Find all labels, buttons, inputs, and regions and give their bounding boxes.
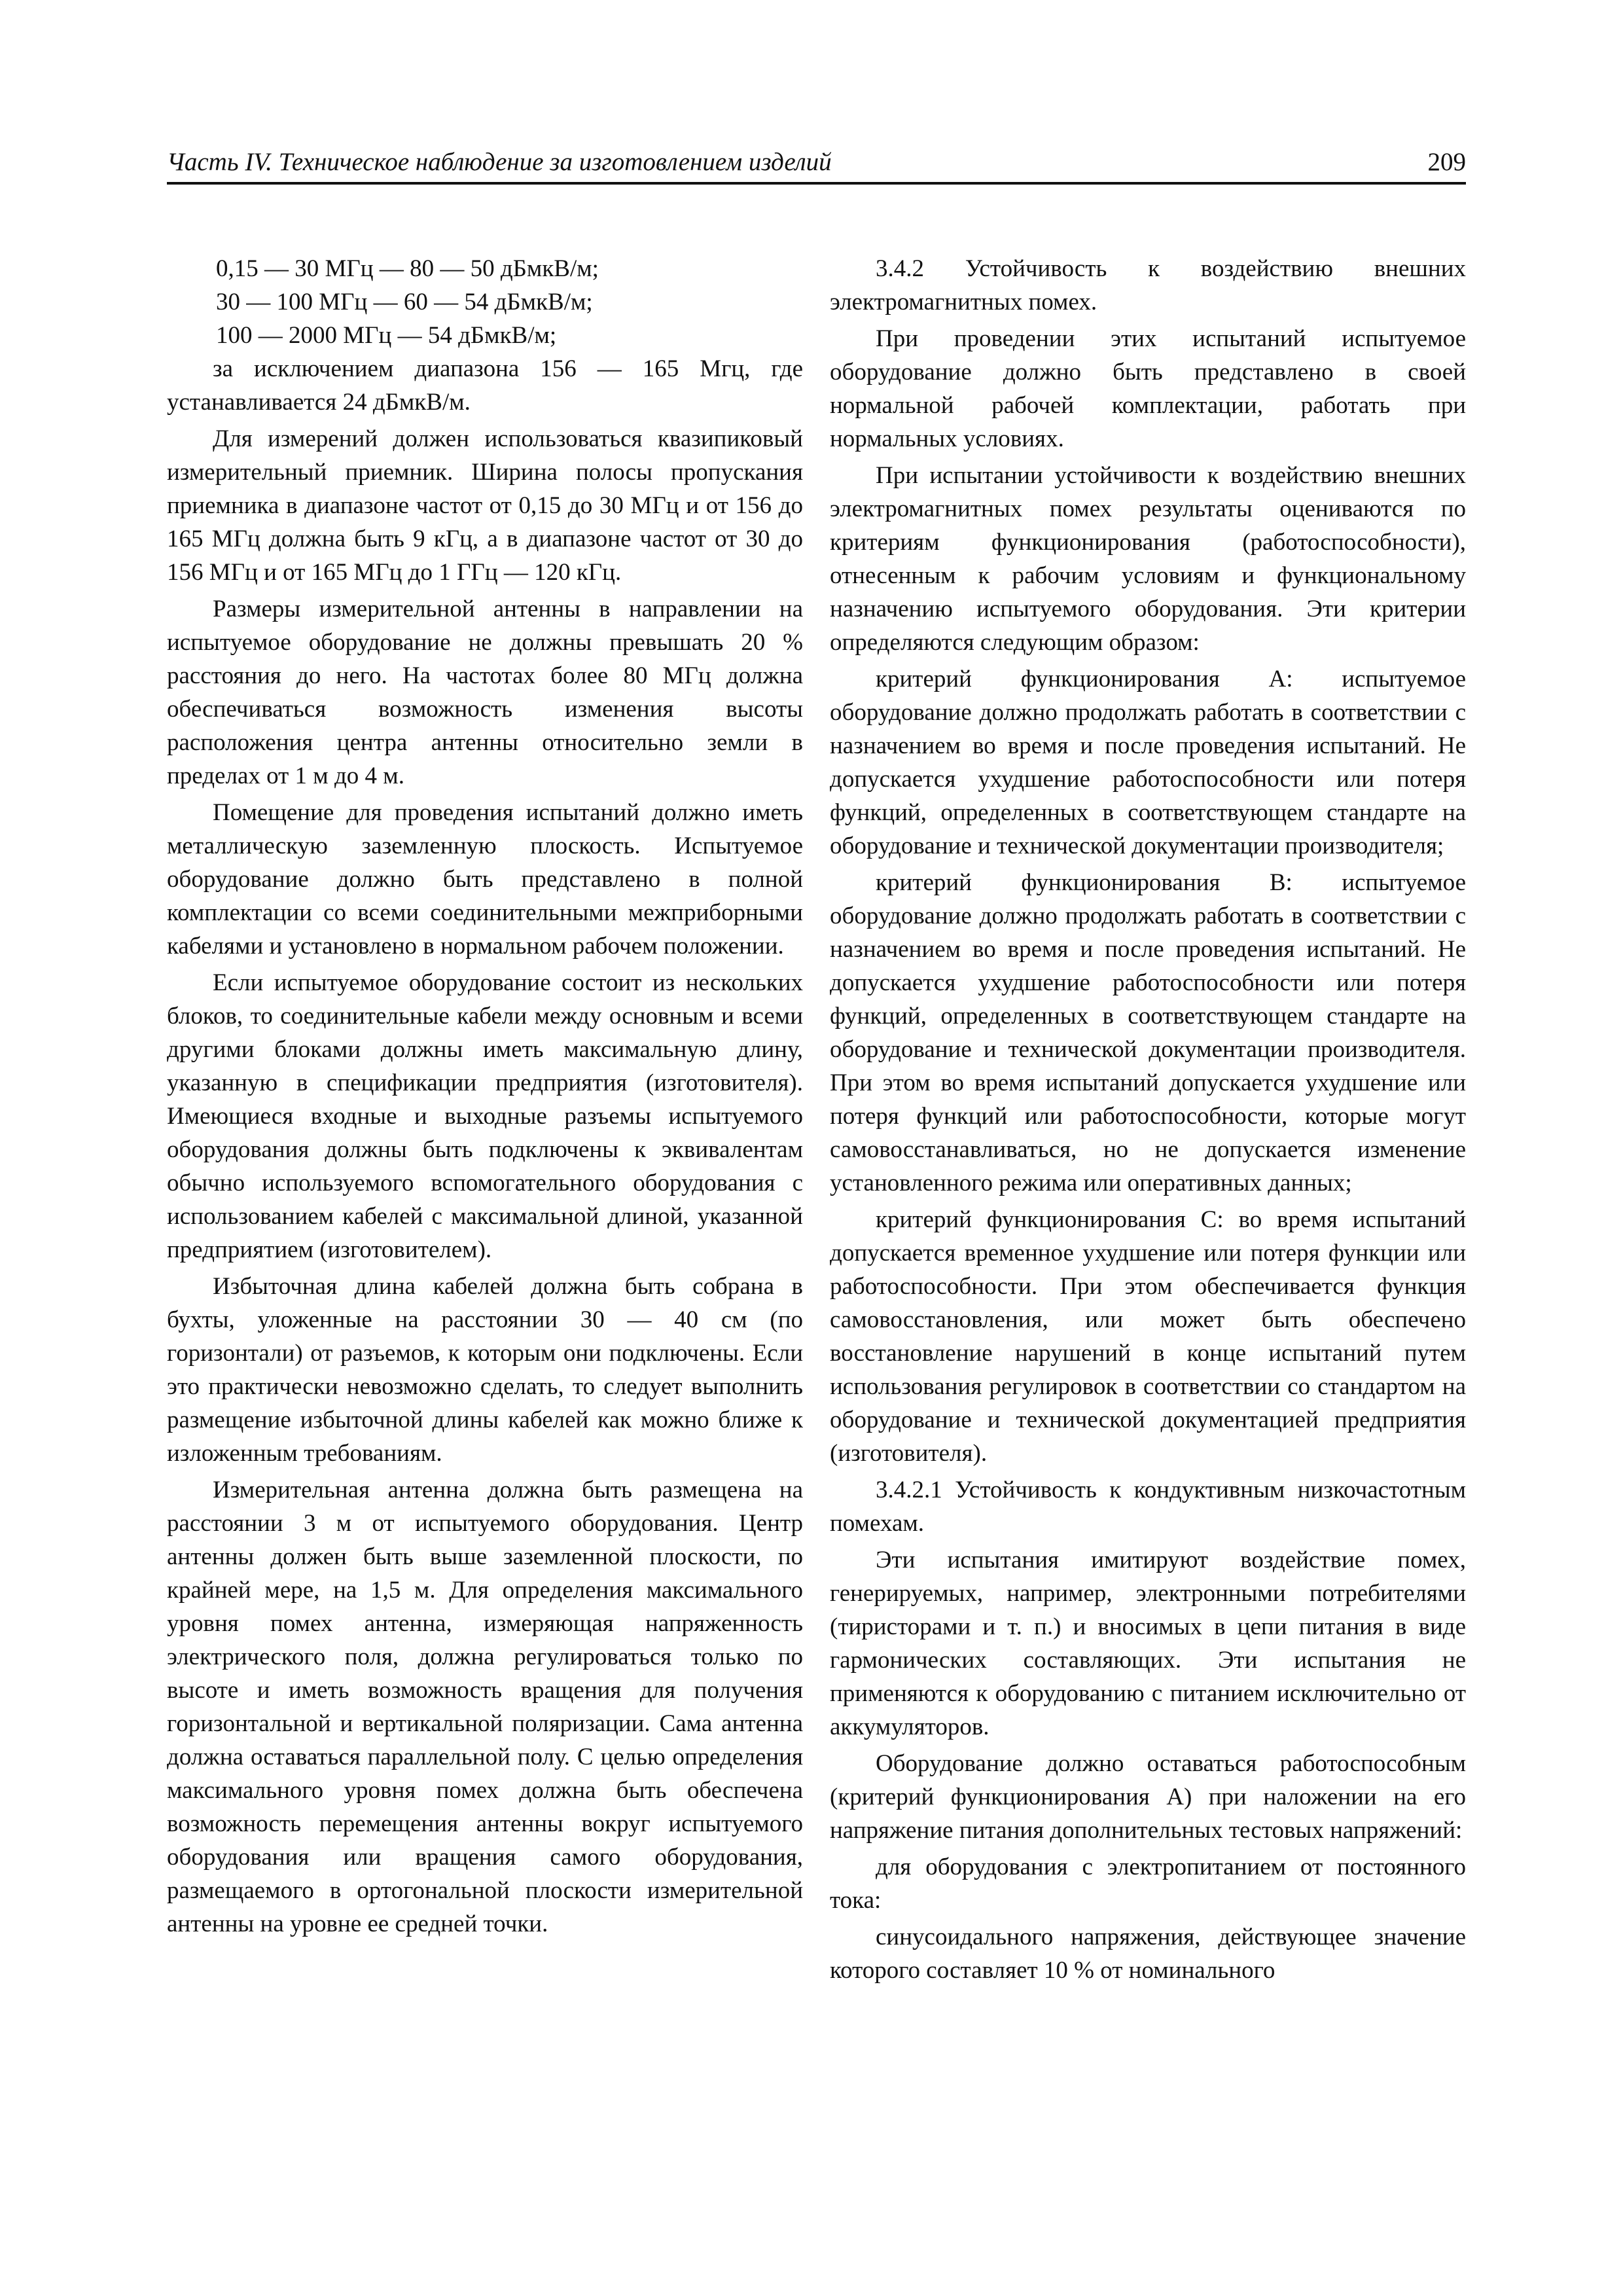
right-column — [830, 252, 1466, 1990]
left-column — [167, 252, 803, 1944]
paragraph: Эти испытания имитируют воздействие помех, генерируемых, например, электронными потребителями (тиристорами и т. п.) и вносимых в цепи питания в виде гармонических составляющих. Эти испытания не применяются к оборудованию с питанием исключительно от аккумуляторов. — [830, 1547, 1466, 1740]
emission-limit-line: 100 — 2000 МГц — 54 дБмкВ/м; — [216, 322, 557, 349]
paragraph: Если испытуемое оборудование состоит из нескольких блоков, то соединительные кабели между основным и всеми другими блоками должны иметь максимальную длину, указанную в спецификации предприятия (изготовителя). Имеющиеся входные и выходные разъемы испытуемого оборудования должны быть подключены к эквивалентам обычно используемого вспомогательного оборудования с использованием кабелей с максимальной длиной, указанной предприятием (изготовителем). — [167, 969, 803, 1263]
paragraph: При проведении этих испытаний испытуемое оборудование должно быть представлено в своей нормальной рабочей комплектации, работать при нормальных условиях. — [830, 325, 1466, 452]
emission-limit-line: 30 — 100 МГц — 60 — 54 дБмкВ/м; — [216, 289, 593, 315]
section-heading: 3.4.2 Устойчивость к воздействию внешних электромагнитных помех. — [830, 255, 1466, 315]
criterion-c: критерий функционирования С: во время испытаний допускается временное ухудшение или потеря функции или работоспособности. При этом обеспечивается функция самовосстановления, или может быть обеспечено восстановление нарушений в конце испытаний путем использования регулировок в соответствии со стандартом на оборудование и технической документацией предприятия (изготовителя). — [830, 1206, 1466, 1467]
page-number: 209 — [1427, 148, 1466, 176]
criterion-b: критерий функционирования В: испытуемое оборудование должно продолжать работать в соответствии с назначением во время и после проведения испытаний. Не допускается ухудшение работоспособности или потеря функций, определенных в соответствующем стандарте на оборудование и технической документации производителя. При этом во время испытаний допускается ухудшение или потеря функций или работоспособности, которые могут самовосстанавливаться, но не допускается изменение установленного режима или оперативных данных; — [830, 869, 1466, 1196]
paragraph: Оборудование должно оставаться работоспособным (критерий функционирования А) при наложении на его напряжение питания дополнительных тестовых напряжений: — [830, 1750, 1466, 1844]
paragraph: Размеры измерительной антенны в направлении на испытуемое оборудование не должны превышать 20 % расстояния до него. На частотах более 80 МГц должна обеспечиваться возможность изменения высоты расположения центра антенны относительно земли в пределах от 1 м до 4 м. — [167, 596, 803, 789]
emission-limit-line: 0,15 — 30 МГц — 80 — 50 дБмкВ/м; — [216, 255, 599, 282]
paragraph: При испытании устойчивости к воздействию внешних электромагнитных помех результаты оцениваются по критериям функционирования (работоспособности), отнесенным к рабочим условиям и функциональному назначению испытуемого оборудования. Эти критерии определяются следующим образом: — [830, 462, 1466, 656]
running-header — [167, 143, 1466, 182]
header-rule — [167, 182, 1466, 185]
paragraph: Для измерений должен использоваться квазипиковый измерительный приемник. Ширина полосы пропускания приемника в диапазоне частот от 0,15 до 30 МГц и от 156 до 165 МГц должна быть 9 кГц, а в диапазоне частот от 30 до 156 МГц и от 165 МГц до 1 ГГц — 120 кГц. — [167, 425, 803, 586]
paragraph: за исключением диапазона 156 — 165 Мгц, где устанавливается 24 дБмкВ/м. — [167, 355, 803, 416]
paragraph: Измерительная антенна должна быть размещена на расстоянии 3 м от испытуемого оборудования. Центр антенны должен быть выше заземленной плоскости, по крайней мере, на 1,5 м. Для определения максимального уровня помех антенна, измеряющая напряженность электрического поля, должна регулироваться только по высоте и иметь возможность вращения для получения горизонтальной и вертикальной поляризации. Сама антенна должна оставаться параллельной полу. С целью определения максимального уровня помех должна быть обеспечена возможность перемещения антенны вокруг испытуемого оборудования или вращения самого оборудования, размещаемого в ортогональной плоскости измерительной антенны на уровне ее средней точки. — [167, 1477, 803, 1937]
paragraph: для оборудования с электропитанием от постоянного тока: — [830, 1854, 1466, 1914]
paragraph: Избыточная длина кабелей должна быть собрана в бухты, уложенные на расстоянии 30 — 40 см (по горизонтали) от разъемов, к которым они подключены. Если это практически невозможно сделать, то следует выполнить размещение избыточной длины кабелей как можно ближе к изложенным требованиям. — [167, 1273, 803, 1467]
paragraph: синусоидального напряжения, действующее значение которого составляет 10 % от номинального — [830, 1924, 1466, 1984]
criterion-a: критерий функционирования А: испытуемое оборудование должно продолжать работать в соответствии с назначением во время и после проведения испытаний. Не допускается ухудшение работоспособности или потеря функций, определенных в соответствующем стандарте на оборудование и технической документации производителя; — [830, 666, 1466, 859]
header-title: Часть IV. Техническое наблюдение за изготовлением изделий — [167, 148, 832, 176]
subsection-heading: 3.4.2.1 Устойчивость к кондуктивным низкочастотным помехам. — [830, 1477, 1466, 1537]
paragraph: Помещение для проведения испытаний должно иметь металлическую заземленную плоскость. Испытуемое оборудование должно быть представлено в полной комплектации со всеми соединительными межприборными кабелями и установлено в нормальном рабочем положении. — [167, 799, 803, 960]
